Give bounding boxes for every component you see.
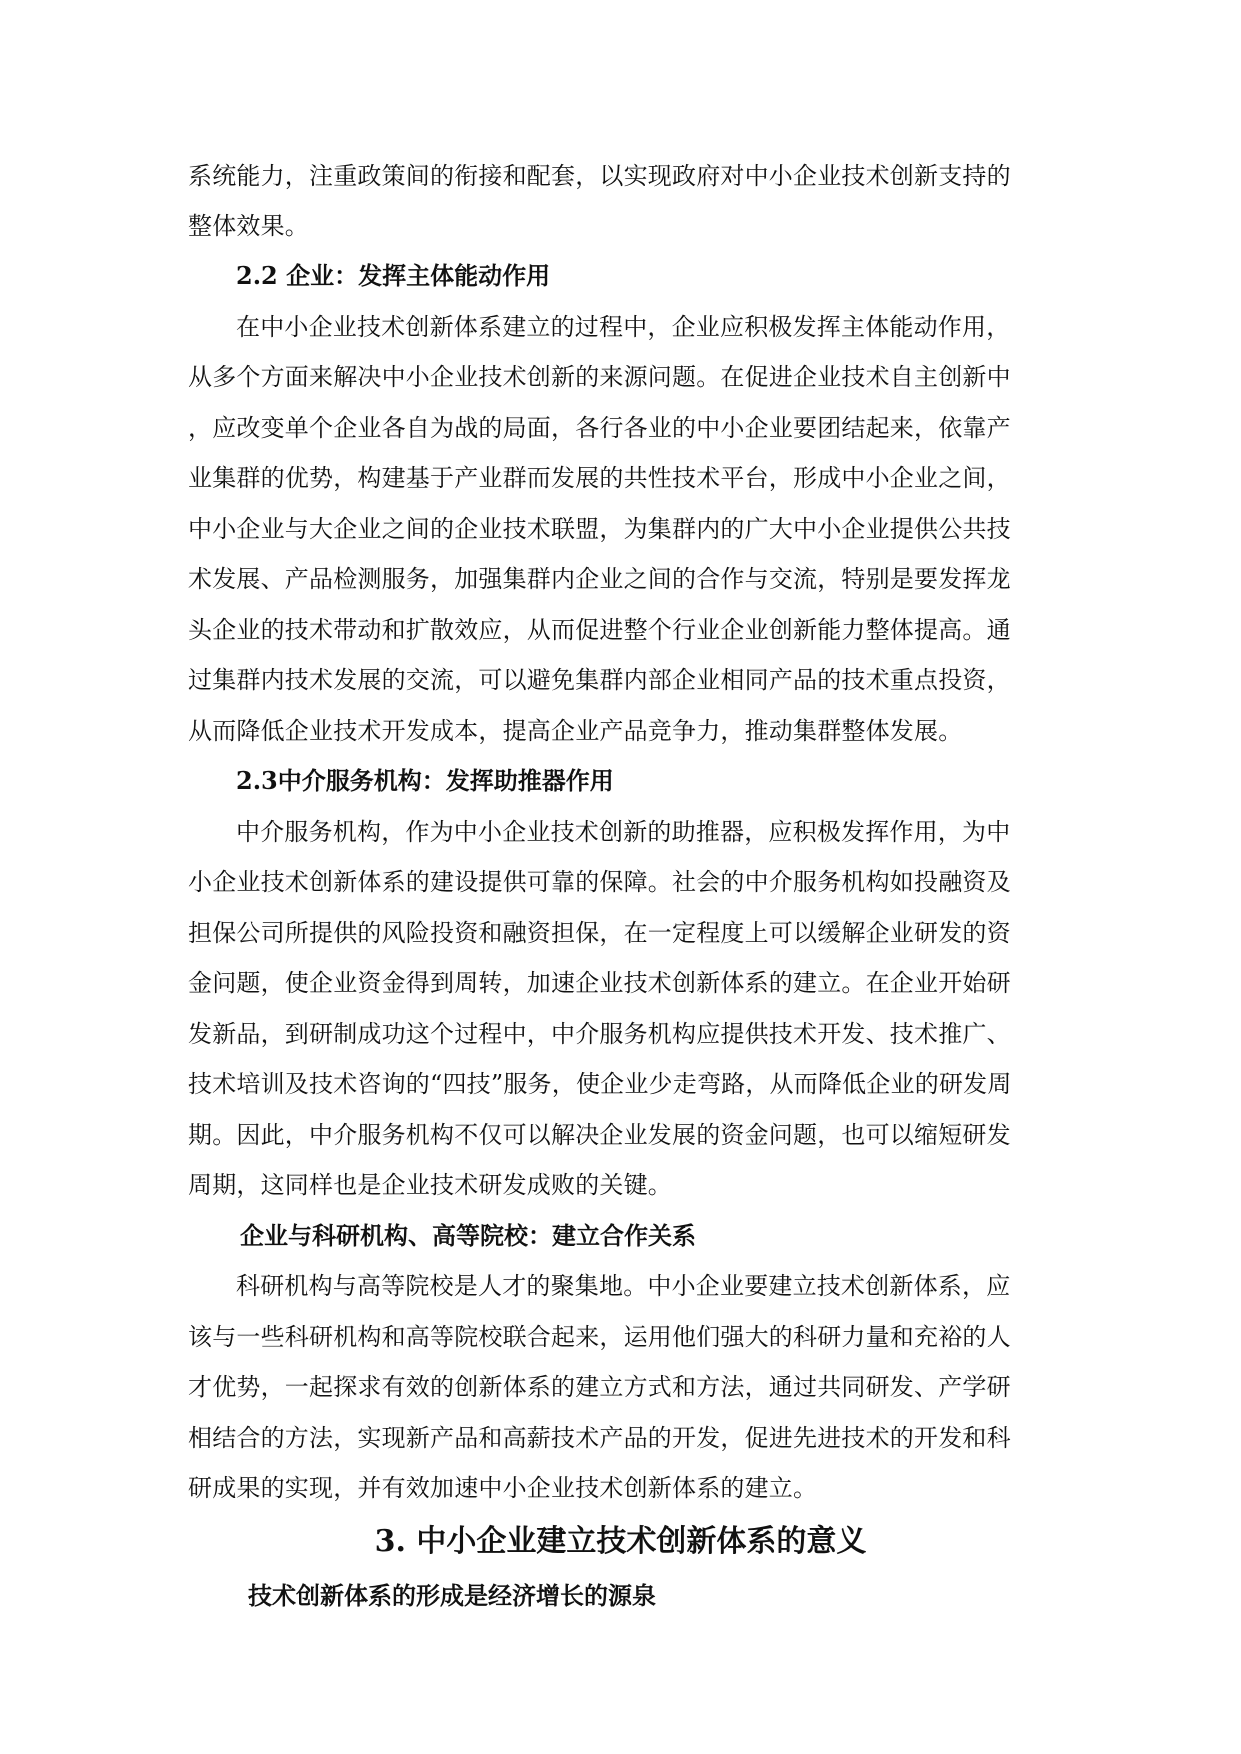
paragraph-line: 发新品，到研制成功这个过程中，中介服务机构应提供技术开发、技术推广、 <box>188 1020 1011 1048</box>
paragraph-line: 术发展、产品检测服务，加强集群内企业之间的合作与交流，特别是要发挥龙 <box>188 565 1011 593</box>
paragraph-line: 业集群的优势，构建基于产业群而发展的共性技术平台，形成中小企业之间， <box>188 464 1011 492</box>
paragraph-line: 中介服务机构，作为中小企业技术创新的助推器，应积极发挥作用，为中 <box>236 818 1011 846</box>
section-heading-2-2: 2.2 企业：发挥主体能动作用 <box>236 261 551 290</box>
paragraph-line: ，应改变单个企业各自为战的局面，各行各业的中小企业要团结起来，依靠产 <box>188 414 1011 442</box>
paragraph-line: 周期，这同样也是企业技术研发成败的关键。 <box>188 1171 672 1199</box>
paragraph-line: 从多个方面来解决中小企业技术创新的来源问题。在促进企业技术自主创新中 <box>188 363 1011 391</box>
chapter-title: 3. 中小企业建立技术创新体系的意义 <box>374 1524 867 1559</box>
paragraph-line: 期。因此，中介服务机构不仅可以解决企业发展的资金问题，也可以缩短研发 <box>188 1121 1011 1149</box>
paragraph-line: 金问题，使企业资金得到周转，加速企业技术创新体系的建立。在企业开始研 <box>188 969 1011 997</box>
paragraph-line: 才优势，一起探求有效的创新体系的建立方式和方法，通过共同研发、产学研 <box>188 1373 1011 1401</box>
paragraph-line: 中小企业与大企业之间的企业技术联盟，为集群内的广大中小企业提供公共技 <box>188 515 1011 543</box>
paragraph-line: 小企业技术创新体系的建设提供可靠的保障。社会的中介服务机构如投融资及 <box>188 868 1011 896</box>
paragraph-line: 系统能力，注重政策间的衔接和配套，以实现政府对中小企业技术创新支持的 <box>188 162 1011 190</box>
paragraph-line: 从而降低企业技术开发成本，提高企业产品竞争力，推动集群整体发展。 <box>188 717 963 745</box>
paragraph-line: 该与一些科研机构和高等院校联合起来，运用他们强大的科研力量和充裕的人 <box>188 1323 1011 1351</box>
subsection-heading: 技术创新体系的形成是经济增长的源泉 <box>248 1581 656 1610</box>
paragraph-line: 整体效果。 <box>188 212 309 240</box>
paragraph-line: 担保公司所提供的风险投资和融资担保，在一定程度上可以缓解企业研发的资 <box>188 919 1011 947</box>
paragraph-line: 研成果的实现，并有效加速中小企业技术创新体系的建立。 <box>188 1474 818 1502</box>
paragraph-line: 头企业的技术带动和扩散效应，从而促进整个行业企业创新能力整体提高。通 <box>188 616 1011 644</box>
section-heading-2-3: 2.3中介服务机构：发挥助推器作用 <box>236 766 614 795</box>
paragraph-line: 过集群内技术发展的交流，可以避免集群内部企业相同产品的技术重点投资， <box>188 666 1011 694</box>
paragraph-line: 技术培训及技术咨询的“四技”服务，使企业少走弯路，从而降低企业的研发周 <box>188 1070 1012 1098</box>
paragraph-line: 科研机构与高等院校是人才的聚集地。中小企业要建立技术创新体系，应 <box>236 1272 1011 1300</box>
paragraph-line: 相结合的方法，实现新产品和高薪技术产品的开发，促进先进技术的开发和科 <box>188 1424 1011 1452</box>
section-heading-cooperation: 企业与科研机构、高等院校：建立合作关系 <box>240 1221 696 1250</box>
paragraph-line: 在中小企业技术创新体系建立的过程中，企业应积极发挥主体能动作用， <box>236 313 1011 341</box>
